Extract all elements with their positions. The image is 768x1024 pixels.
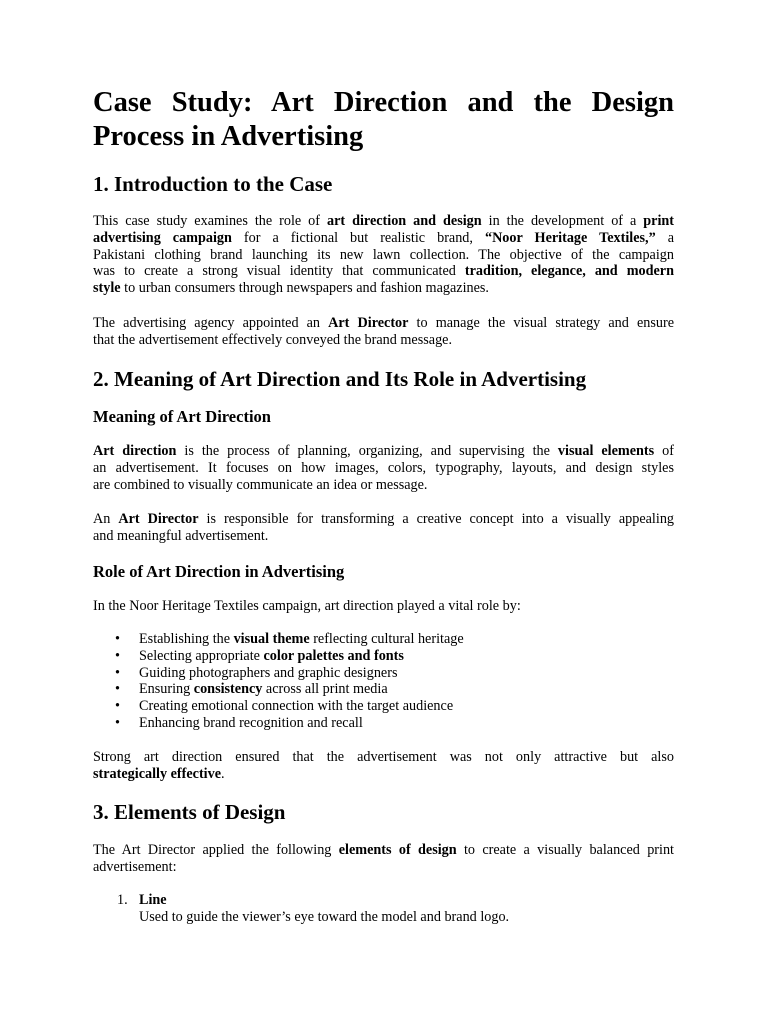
list-item [93, 892, 674, 926]
text-line: Strong art direction ensured that the advertisement was not only attractive but also [93, 749, 674, 765]
text-line: Art direction is the process of planning, organizing, and supervising the visual elements of [93, 443, 674, 459]
text-line: was to create a strong visual identity that communicated tradition, elegance, and modern [93, 263, 674, 280]
section-1-paragraph-1 [93, 213, 674, 297]
section-3-heading: 3. Elements of Design [93, 800, 286, 824]
list-item: • Creating emotional connection with the target audience [115, 698, 454, 715]
title-line-2: Process in Advertising [93, 121, 364, 152]
elements-numbered-list [93, 892, 674, 926]
list-item: • Enhancing brand recognition and recall [115, 714, 363, 731]
list-item: • Ensuring consistency across all print media [115, 681, 388, 698]
text-line: This case study examines the role of art direction and design in the development of a print [93, 213, 675, 229]
section-2-heading: 2. Meaning of Art Direction and Its Role in Advertising [93, 367, 587, 391]
bullet-icon: • [115, 647, 120, 664]
text-line: an advertisement. It focuses on how images, colors, typography, layouts, and design styles [93, 459, 674, 476]
section-1-paragraph-2 [93, 315, 674, 349]
list-item: • Selecting appropriate color palettes and fonts [115, 647, 404, 664]
bullet-icon: • [115, 631, 120, 647]
text-line: advertising campaign for a fictional but realistic brand, “Noor Heritage Textiles,” a [93, 229, 675, 246]
element-description: Used to guide the viewer’s eye toward the model and brand logo. [139, 908, 510, 925]
bullet-icon: • [115, 681, 120, 698]
title-line-1: Case Study: Art Direction and the Design [93, 87, 674, 118]
subheading-meaning: Meaning of Art Direction [93, 407, 271, 426]
text-line: An Art Director is responsible for transforming a creative concept into a visually appealing [93, 511, 675, 527]
list-item: • Guiding photographers and graphic designers [115, 664, 398, 681]
text-line: style to urban consumers through newspapers and fashion magazines. [93, 280, 489, 297]
section-3-paragraph-1 [93, 842, 674, 876]
section-1-heading: 1. Introduction to the Case [93, 172, 333, 196]
text-line: In the Noor Heritage Textiles campaign, art direction played a vital role by: [93, 598, 521, 614]
bullet-icon: • [115, 714, 120, 731]
text-line: The advertising agency appointed an Art Director to manage the visual strategy and ensure [93, 315, 674, 331]
subheading-role: Role of Art Direction in Advertising [93, 562, 345, 581]
element-title: Line [139, 892, 167, 908]
section-2-paragraph-1 [93, 443, 674, 493]
text-line: strategically effective. [93, 765, 225, 782]
text-line: Pakistani clothing brand launching its new lawn collection. The objective of the campaign [93, 246, 674, 263]
role-bullet-list [93, 631, 674, 732]
document-title [93, 86, 674, 154]
section-2-intro [93, 598, 674, 615]
section-2-closing [93, 749, 674, 783]
text-line: and meaningful advertisement. [93, 527, 269, 544]
text-line: advertisement: [93, 858, 177, 875]
text-line: that the advertisement effectively conveyed the brand message. [93, 331, 453, 348]
bullet-icon: • [115, 664, 120, 681]
list-item: • Establishing the visual theme reflecting cultural heritage [115, 631, 464, 647]
text-line: are combined to visually communicate an idea or message. [93, 476, 428, 493]
bullet-icon: • [115, 698, 120, 715]
text-line: The Art Director applied the following elements of design to create a visually balanced print [93, 842, 674, 858]
section-2-paragraph-2 [93, 511, 674, 545]
list-number: 1. [117, 892, 128, 908]
